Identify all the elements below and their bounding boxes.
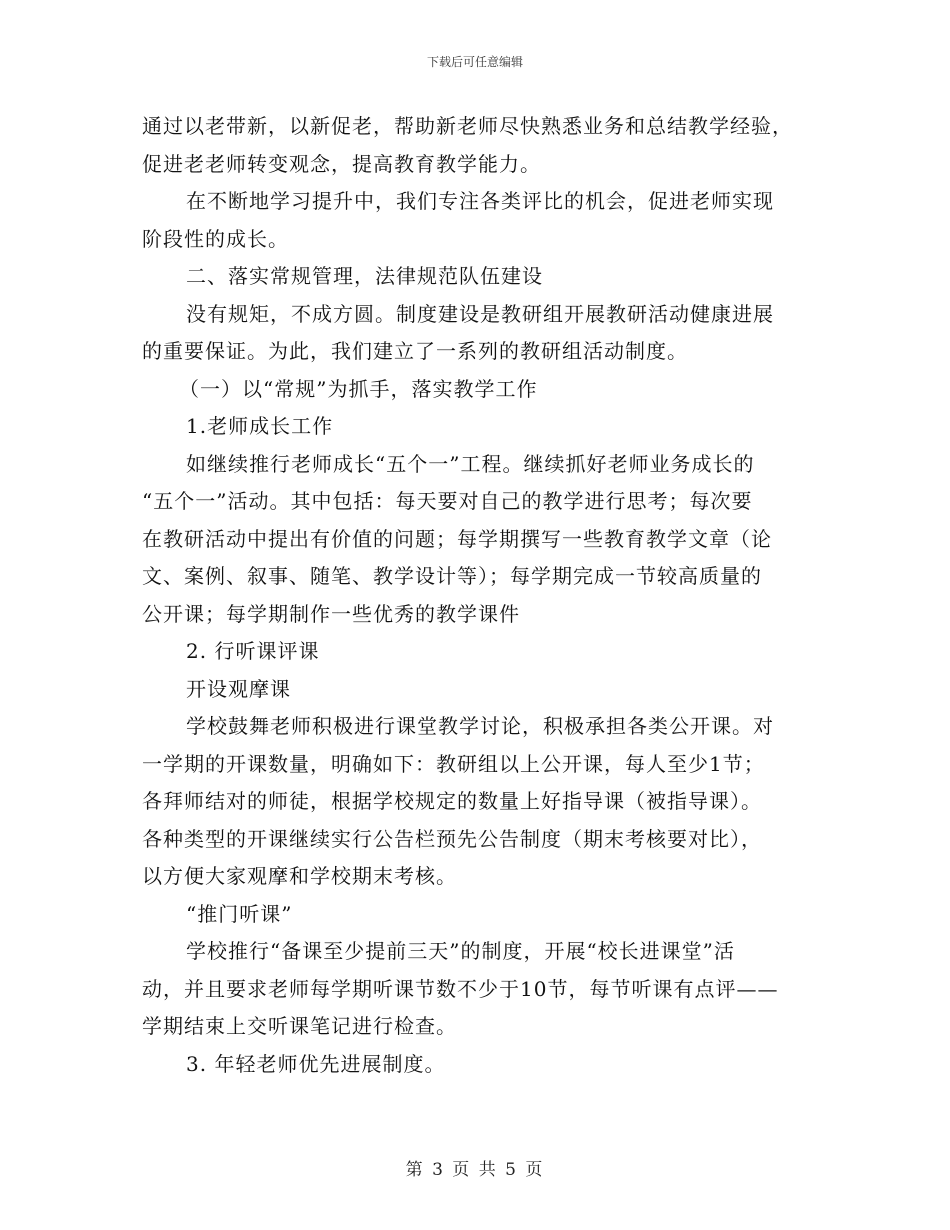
body-line: 学校推行“备课至少提前三天”的制度，开展“校长进课堂”活 <box>186 939 735 963</box>
section-heading: 二、落实常规管理，法律规范队伍建设 <box>186 264 543 288</box>
item-heading: 3. 年轻老师优先进展制度。 <box>186 1051 446 1076</box>
body-line: 学校鼓舞老师积极进行课堂教学讨论，积极承担各类公开课。对 <box>186 714 774 738</box>
body-line: 阶段性的成长。 <box>142 226 289 251</box>
item-subheading: 开设观摩课 <box>186 676 291 701</box>
body-line: 动，并且要求老师每学期听课节数不少于10节，每节听课有点评—— <box>142 976 779 1001</box>
page-number: 第 3 页 共 5 页 <box>405 1160 545 1180</box>
body-line: 的重要保证。为此，我们建立了一系列的教研组活动制度。 <box>142 339 688 363</box>
item-subheading: “推门听课” <box>186 901 293 926</box>
body-line: 没有规矩，不成方圆。制度建设是教研组开展教研活动健康进展 <box>186 301 774 326</box>
item-heading: 2. 行听课评课 <box>186 639 320 663</box>
body-line: 公开课；每学期制作一些优秀的教学课件 <box>142 601 520 626</box>
body-line: 各拜师结对的师徒，根据学校规定的数量上好指导课（被指导课）。 <box>142 789 762 813</box>
body-line: 在教研活动中提出有价值的问题；每学期撰写一些教育教学文章（论 <box>142 526 772 551</box>
body-line: 文、案例、叙事、随笔、教学设计等）；每学期完成一节较高质量的 <box>142 564 762 588</box>
page-header: 下载后可任意编辑 <box>426 55 523 69</box>
body-line: 一学期的开课数量，明确如下：教研组以上公开课，每人至少1节； <box>142 751 765 776</box>
subsection-heading: （一）以“常规”为抓手，落实教学工作 <box>179 376 538 401</box>
body-line: “五个一”活动。其中包括：每天要对自己的教学进行思考；每次要 <box>142 489 753 513</box>
document-body <box>142 108 810 1083</box>
body-line: 如继续推行老师成长“五个一”工程。继续抓好老师业务成长的 <box>186 451 755 476</box>
item-heading: 1.老师成长工作 <box>186 414 334 438</box>
body-line: 促进老老师转变观念，提高教育教学能力。 <box>142 151 541 176</box>
body-line: 学期结束上交听课笔记进行检查。 <box>142 1014 457 1038</box>
body-line: 在不断地学习提升中，我们专注各类评比的机会，促进老师实现 <box>186 189 774 213</box>
body-line: 通过以老带新，以新促老，帮助新老师尽快熟悉业务和总结教学经验， <box>142 114 793 138</box>
body-line: 以方便大家观摩和学校期末考核。 <box>142 864 457 888</box>
body-line: 各种类型的开课继续实行公告栏预先公告制度（期末考核要对比）， <box>142 826 762 851</box>
